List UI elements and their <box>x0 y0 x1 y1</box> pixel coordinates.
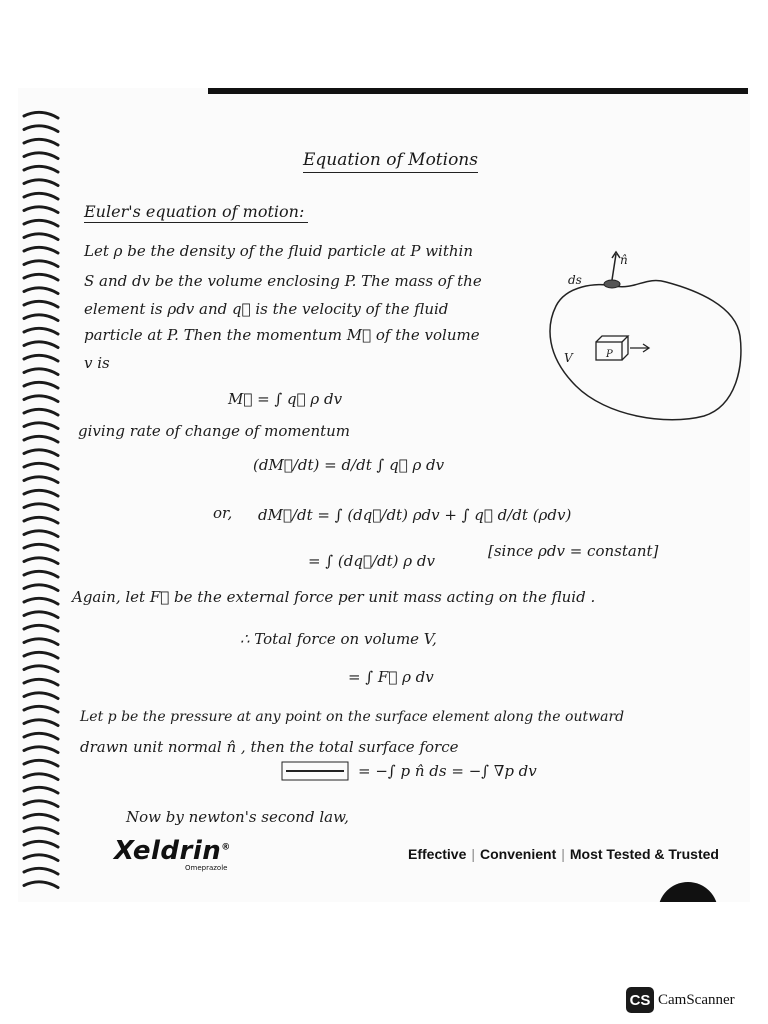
spiral-ring <box>24 396 58 402</box>
spiral-ring <box>24 423 58 429</box>
spiral-ring <box>24 261 58 267</box>
spiral-ring <box>24 504 58 510</box>
spiral-ring <box>24 153 58 159</box>
spiral-ring <box>24 558 58 564</box>
spiral-ring <box>24 193 58 199</box>
spiral-ring <box>24 652 58 658</box>
spiral-ring <box>24 355 58 361</box>
diagram-label-ds: ds <box>568 273 582 287</box>
section-heading: Euler's equation of motion: <box>84 202 308 223</box>
spiral-ring <box>24 288 58 294</box>
spiral-ring <box>24 531 58 537</box>
spiral-ring <box>24 882 58 888</box>
camscanner-logo: CS <box>626 987 654 1013</box>
spiral-ring <box>24 706 58 712</box>
spiral-ring <box>24 571 58 577</box>
dark-corner-shape <box>658 882 718 902</box>
tagline-3: Most Tested & Trusted <box>569 846 719 862</box>
note-since: [since ρdv = constant] <box>488 542 659 560</box>
text-newton: Now by newton's second law, <box>126 808 349 826</box>
spiral-ring <box>24 220 58 226</box>
spiral-ring <box>24 234 58 240</box>
spiral-ring <box>24 693 58 699</box>
diagram-label-n: n̂ <box>620 253 628 267</box>
spiral-ring <box>24 598 58 604</box>
spiral-ring <box>24 112 58 118</box>
brand-logo: Xeldrin® <box>114 836 231 866</box>
spiral-ring <box>24 760 58 766</box>
equation-equals: = ∫ (dq⃗/dt) ρ dv <box>308 552 435 570</box>
text-rate: giving rate of change of momentum <box>78 422 351 440</box>
spiral-ring <box>24 409 58 415</box>
text-let-p: Let p be the pressure at any point on the surface element along the outward <box>80 709 625 725</box>
spiral-binding <box>18 108 78 898</box>
spiral-ring <box>24 166 58 172</box>
equation-total-force: = ∫ F⃗ ρ dv <box>348 668 434 686</box>
spiral-ring <box>24 666 58 672</box>
spiral-ring <box>24 139 58 145</box>
spiral-ring <box>24 126 58 132</box>
text-line-4: particle at P. Then the momentum M⃗ of the volume <box>84 326 480 344</box>
spiral-ring <box>24 828 58 834</box>
page-title: Equation of Motions <box>303 150 478 173</box>
brand-subtitle: Omeprazole <box>185 864 228 872</box>
spiral-ring <box>24 814 58 820</box>
spiral-ring <box>24 328 58 334</box>
spiral-ring <box>24 855 58 861</box>
tagline-1: Effective <box>408 846 467 862</box>
spiral-ring <box>24 679 58 685</box>
spiral-ring <box>24 301 58 307</box>
spiral-ring <box>24 868 58 874</box>
top-edge-shadow <box>208 88 748 94</box>
spiral-ring <box>24 747 58 753</box>
spiral-ring <box>24 247 58 253</box>
spiral-ring <box>24 544 58 550</box>
tagline-2: Convenient <box>480 846 557 862</box>
spiral-ring <box>24 720 58 726</box>
spiral-ring <box>24 382 58 388</box>
spiral-ring <box>24 274 58 280</box>
text-again: Again, let F⃗ be the external force per unit mass acting on the fluid . <box>72 588 596 606</box>
text-line-1: Let ρ be the density of the fluid particle at P within <box>84 242 473 260</box>
diagram-label-p: P <box>606 349 613 360</box>
spiral-ring <box>24 490 58 496</box>
spiral-ring <box>24 841 58 847</box>
spiral-ring <box>24 625 58 631</box>
diagram-label-v: V <box>564 351 573 365</box>
spiral-ring <box>24 585 58 591</box>
notebook-page <box>18 88 750 902</box>
advert-tagline: Effective | Convenient | Most Tested & Trusted <box>408 846 719 862</box>
spiral-ring <box>24 774 58 780</box>
scribbled-out-term <box>280 760 352 782</box>
text-line-5: v is <box>84 354 110 372</box>
spiral-ring <box>24 369 58 375</box>
equation-or: dM⃗/dt = ∫ (dq⃗/dt) ρdv + ∫ q⃗ d/dt (ρdv) <box>258 506 572 524</box>
spiral-ring <box>24 436 58 442</box>
spiral-ring <box>24 477 58 483</box>
spiral-ring <box>24 639 58 645</box>
text-drawn: drawn unit normal n̂ , then the total surface force <box>80 738 459 756</box>
spiral-ring <box>24 733 58 739</box>
spiral-ring <box>24 787 58 793</box>
spiral-ring <box>24 517 58 523</box>
text-line-2: S and dv be the volume enclosing P. The mass of the <box>84 272 482 290</box>
spiral-ring <box>24 450 58 456</box>
equation-momentum: M⃗ = ∫ q⃗ ρ dv <box>228 390 343 408</box>
spiral-ring <box>24 342 58 348</box>
spiral-ring <box>24 315 58 321</box>
spiral-ring <box>24 180 58 186</box>
text-total-force: ∴ Total force on volume V, <box>240 630 437 648</box>
camscanner-watermark <box>626 986 735 1014</box>
spiral-ring <box>24 207 58 213</box>
equation-rate: (dM⃗/dt) = d/dt ∫ q⃗ ρ dv <box>253 456 445 474</box>
spiral-ring <box>24 463 58 469</box>
spiral-ring <box>24 801 58 807</box>
camscanner-text: CamScanner <box>658 991 735 1008</box>
text-line-3: element is ρdv and q⃗ is the velocity of the fluid <box>84 300 449 318</box>
equation-surface-force: = −∫ p n̂ ds = −∫ ∇p dv <box>358 762 537 780</box>
spiral-ring <box>24 612 58 618</box>
equation-or-prefix: or, <box>213 504 233 522</box>
